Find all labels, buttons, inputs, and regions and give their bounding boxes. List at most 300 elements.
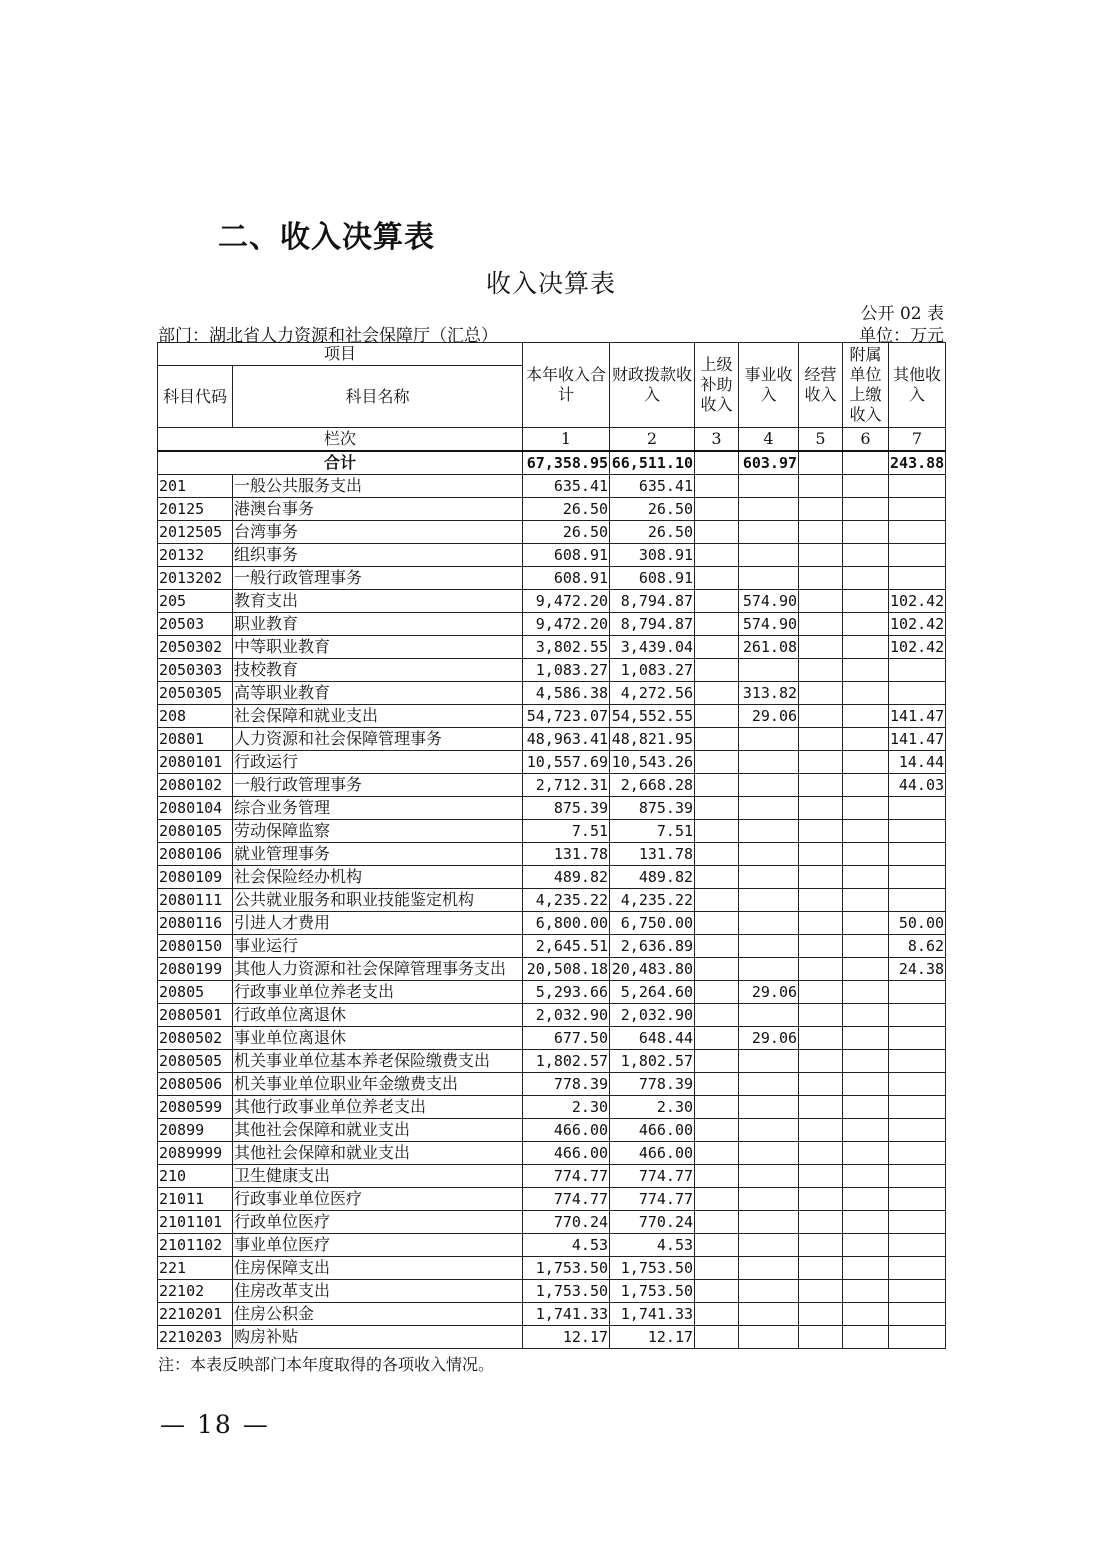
column-number: 1 xyxy=(523,428,610,452)
row-code: 2080506 xyxy=(158,1073,233,1096)
table-row xyxy=(158,1050,946,1073)
row-affiliated xyxy=(843,889,889,912)
row-other: 8.62 xyxy=(889,935,946,958)
row-affiliated xyxy=(843,981,889,1004)
row-affiliated xyxy=(843,705,889,728)
row-total: 489.82 xyxy=(523,866,610,889)
row-code: 2080106 xyxy=(158,843,233,866)
row-business: 29.06 xyxy=(739,981,799,1004)
row-superior xyxy=(695,820,739,843)
row-name: 行政事业单位医疗 xyxy=(233,1188,523,1211)
row-total: 875.39 xyxy=(523,797,610,820)
row-name: 一般公共服务支出 xyxy=(233,475,523,498)
table-row xyxy=(158,1096,946,1119)
row-code: 2080104 xyxy=(158,797,233,820)
row-affiliated xyxy=(843,728,889,751)
row-name: 其他社会保障和就业支出 xyxy=(233,1119,523,1142)
row-affiliated xyxy=(843,1073,889,1096)
row-fiscal: 774.77 xyxy=(610,1188,695,1211)
row-name: 职业教育 xyxy=(233,613,523,636)
row-name: 其他社会保障和就业支出 xyxy=(233,1142,523,1165)
row-affiliated xyxy=(843,567,889,590)
row-code: 2050303 xyxy=(158,659,233,682)
row-total: 4,586.38 xyxy=(523,682,610,705)
row-superior xyxy=(695,636,739,659)
row-name: 住房保障支出 xyxy=(233,1257,523,1280)
row-business xyxy=(739,728,799,751)
row-code: 2080116 xyxy=(158,912,233,935)
row-other xyxy=(889,1188,946,1211)
row-operating xyxy=(799,544,843,567)
row-business xyxy=(739,774,799,797)
row-code: 2210203 xyxy=(158,1326,233,1349)
row-code: 22102 xyxy=(158,1280,233,1303)
row-operating xyxy=(799,659,843,682)
row-total: 2,032.90 xyxy=(523,1004,610,1027)
row-code: 2012505 xyxy=(158,521,233,544)
row-business xyxy=(739,912,799,935)
row-affiliated xyxy=(843,682,889,705)
row-other xyxy=(889,521,946,544)
row-fiscal: 308.91 xyxy=(610,544,695,567)
row-name: 社会保障和就业支出 xyxy=(233,705,523,728)
row-other: 14.44 xyxy=(889,751,946,774)
row-code: 20805 xyxy=(158,981,233,1004)
row-superior xyxy=(695,912,739,935)
row-affiliated xyxy=(843,751,889,774)
row-operating xyxy=(799,1234,843,1257)
row-superior xyxy=(695,544,739,567)
row-affiliated xyxy=(843,820,889,843)
row-superior xyxy=(695,1211,739,1234)
row-name: 就业管理事务 xyxy=(233,843,523,866)
row-business: 261.08 xyxy=(739,636,799,659)
row-business xyxy=(739,1004,799,1027)
row-total: 6,800.00 xyxy=(523,912,610,935)
row-affiliated xyxy=(843,521,889,544)
row-other: 102.42 xyxy=(889,613,946,636)
row-affiliated xyxy=(843,1119,889,1142)
row-superior xyxy=(695,1234,739,1257)
table-row xyxy=(158,475,946,498)
row-fiscal: 10,543.26 xyxy=(610,751,695,774)
row-other: 44.03 xyxy=(889,774,946,797)
row-total: 26.50 xyxy=(523,521,610,544)
row-other: 141.47 xyxy=(889,705,946,728)
row-fiscal: 8,794.87 xyxy=(610,590,695,613)
row-total: 608.91 xyxy=(523,567,610,590)
row-business xyxy=(739,1165,799,1188)
column-number: 4 xyxy=(739,428,799,452)
table-row xyxy=(158,981,946,1004)
row-fiscal: 12.17 xyxy=(610,1326,695,1349)
column-number: 6 xyxy=(843,428,889,452)
column-number: 7 xyxy=(889,428,946,452)
row-affiliated xyxy=(843,1303,889,1326)
table-row xyxy=(158,567,946,590)
row-operating xyxy=(799,521,843,544)
row-total: 48,963.41 xyxy=(523,728,610,751)
section-title: 二、收入决算表 xyxy=(218,220,435,255)
row-business: 574.90 xyxy=(739,590,799,613)
row-code: 20503 xyxy=(158,613,233,636)
table-row xyxy=(158,728,946,751)
row-affiliated xyxy=(843,544,889,567)
row-superior xyxy=(695,1257,739,1280)
row-operating xyxy=(799,1119,843,1142)
row-name: 技校教育 xyxy=(233,659,523,682)
row-name: 社会保险经办机构 xyxy=(233,866,523,889)
row-name: 教育支出 xyxy=(233,590,523,613)
row-business xyxy=(739,1050,799,1073)
column-number: 3 xyxy=(695,428,739,452)
row-superior xyxy=(695,1119,739,1142)
table-row xyxy=(158,1027,946,1050)
table-row xyxy=(158,544,946,567)
row-operating xyxy=(799,866,843,889)
header-other: 其他收入 xyxy=(889,343,946,428)
row-name: 台湾事务 xyxy=(233,521,523,544)
row-business xyxy=(739,544,799,567)
row-operating xyxy=(799,889,843,912)
row-name: 综合业务管理 xyxy=(233,797,523,820)
row-superior xyxy=(695,1096,739,1119)
row-superior xyxy=(695,1303,739,1326)
table-row xyxy=(158,751,946,774)
row-superior xyxy=(695,1050,739,1073)
row-total: 1,741.33 xyxy=(523,1303,610,1326)
row-fiscal: 8,794.87 xyxy=(610,613,695,636)
row-business xyxy=(739,1096,799,1119)
table-row xyxy=(158,613,946,636)
total-cell xyxy=(695,451,739,475)
row-affiliated xyxy=(843,613,889,636)
row-total: 4.53 xyxy=(523,1234,610,1257)
row-superior xyxy=(695,521,739,544)
row-fiscal: 4,235.22 xyxy=(610,889,695,912)
row-fiscal: 2.30 xyxy=(610,1096,695,1119)
table-row xyxy=(158,820,946,843)
row-operating xyxy=(799,912,843,935)
row-superior xyxy=(695,1004,739,1027)
row-superior xyxy=(695,498,739,521)
row-other xyxy=(889,1096,946,1119)
row-total: 1,802.57 xyxy=(523,1050,610,1073)
row-business xyxy=(739,1280,799,1303)
row-operating xyxy=(799,728,843,751)
row-other xyxy=(889,475,946,498)
row-total: 7.51 xyxy=(523,820,610,843)
row-code: 2080505 xyxy=(158,1050,233,1073)
row-fiscal: 1,083.27 xyxy=(610,659,695,682)
row-other xyxy=(889,843,946,866)
table-row xyxy=(158,590,946,613)
row-affiliated xyxy=(843,1050,889,1073)
row-total: 9,472.20 xyxy=(523,590,610,613)
table-row xyxy=(158,912,946,935)
header-superior: 上级补助收入 xyxy=(695,343,739,428)
row-total: 466.00 xyxy=(523,1119,610,1142)
row-operating xyxy=(799,590,843,613)
row-name: 中等职业教育 xyxy=(233,636,523,659)
row-other: 24.38 xyxy=(889,958,946,981)
row-superior xyxy=(695,567,739,590)
row-code: 221 xyxy=(158,1257,233,1280)
table-row xyxy=(158,1326,946,1349)
row-code: 2080111 xyxy=(158,889,233,912)
row-fiscal: 466.00 xyxy=(610,1119,695,1142)
row-fiscal: 770.24 xyxy=(610,1211,695,1234)
row-total: 635.41 xyxy=(523,475,610,498)
row-code: 201 xyxy=(158,475,233,498)
row-fiscal: 774.77 xyxy=(610,1165,695,1188)
row-total: 774.77 xyxy=(523,1188,610,1211)
row-other xyxy=(889,659,946,682)
table-row xyxy=(158,1211,946,1234)
row-code: 2080105 xyxy=(158,820,233,843)
row-affiliated xyxy=(843,958,889,981)
row-operating xyxy=(799,1050,843,1073)
row-other xyxy=(889,1280,946,1303)
row-business xyxy=(739,1257,799,1280)
row-affiliated xyxy=(843,912,889,935)
row-other xyxy=(889,1326,946,1349)
row-fiscal: 1,753.50 xyxy=(610,1280,695,1303)
row-code: 2089999 xyxy=(158,1142,233,1165)
row-operating xyxy=(799,636,843,659)
row-fiscal: 6,750.00 xyxy=(610,912,695,935)
table-title: 收入决算表 xyxy=(485,269,616,298)
row-total: 1,083.27 xyxy=(523,659,610,682)
row-other xyxy=(889,797,946,820)
header-item: 项目 xyxy=(158,343,523,366)
row-other xyxy=(889,682,946,705)
row-other xyxy=(889,1050,946,1073)
row-operating xyxy=(799,1211,843,1234)
row-code: 2013202 xyxy=(158,567,233,590)
row-fiscal: 2,668.28 xyxy=(610,774,695,797)
row-operating xyxy=(799,613,843,636)
row-code: 2210201 xyxy=(158,1303,233,1326)
row-superior xyxy=(695,774,739,797)
row-name: 港澳台事务 xyxy=(233,498,523,521)
column-number-row xyxy=(158,428,946,452)
row-affiliated xyxy=(843,1188,889,1211)
row-code: 2101101 xyxy=(158,1211,233,1234)
row-superior xyxy=(695,843,739,866)
column-number: 2 xyxy=(610,428,695,452)
row-superior xyxy=(695,889,739,912)
total-cell: 243.88 xyxy=(889,451,946,475)
row-name: 卫生健康支出 xyxy=(233,1165,523,1188)
row-superior xyxy=(695,1165,739,1188)
row-code: 2080199 xyxy=(158,958,233,981)
row-operating xyxy=(799,475,843,498)
row-fiscal: 48,821.95 xyxy=(610,728,695,751)
row-operating xyxy=(799,774,843,797)
row-total: 778.39 xyxy=(523,1073,610,1096)
row-operating xyxy=(799,498,843,521)
row-affiliated xyxy=(843,1027,889,1050)
row-code: 2080150 xyxy=(158,935,233,958)
row-fiscal: 648.44 xyxy=(610,1027,695,1050)
row-name: 组织事务 xyxy=(233,544,523,567)
row-other: 102.42 xyxy=(889,636,946,659)
row-fiscal: 466.00 xyxy=(610,1142,695,1165)
row-business xyxy=(739,1303,799,1326)
row-fiscal: 3,439.04 xyxy=(610,636,695,659)
row-name: 行政单位离退休 xyxy=(233,1004,523,1027)
row-business xyxy=(739,1234,799,1257)
row-name: 机关事业单位基本养老保险缴费支出 xyxy=(233,1050,523,1073)
row-name: 行政单位医疗 xyxy=(233,1211,523,1234)
row-superior xyxy=(695,1027,739,1050)
row-operating xyxy=(799,958,843,981)
row-affiliated xyxy=(843,843,889,866)
row-other xyxy=(889,1257,946,1280)
row-code: 2080109 xyxy=(158,866,233,889)
row-operating xyxy=(799,1027,843,1050)
row-name: 其他行政事业单位养老支出 xyxy=(233,1096,523,1119)
row-superior xyxy=(695,935,739,958)
department-label: 部门：湖北省人力资源和社会保障厅（汇总） xyxy=(158,326,498,346)
row-superior xyxy=(695,981,739,1004)
row-total: 10,557.69 xyxy=(523,751,610,774)
row-name: 机关事业单位职业年金缴费支出 xyxy=(233,1073,523,1096)
row-total: 2.30 xyxy=(523,1096,610,1119)
row-name: 一般行政管理事务 xyxy=(233,774,523,797)
row-name: 引进人才费用 xyxy=(233,912,523,935)
table-row xyxy=(158,1188,946,1211)
table-row xyxy=(158,866,946,889)
row-name: 事业单位医疗 xyxy=(233,1234,523,1257)
table-row xyxy=(158,1004,946,1027)
row-operating xyxy=(799,1280,843,1303)
row-other: 50.00 xyxy=(889,912,946,935)
row-business xyxy=(739,958,799,981)
row-total: 20,508.18 xyxy=(523,958,610,981)
row-total: 2,712.31 xyxy=(523,774,610,797)
row-affiliated xyxy=(843,590,889,613)
total-label: 合计 xyxy=(158,451,523,475)
row-fiscal: 26.50 xyxy=(610,521,695,544)
row-operating xyxy=(799,1188,843,1211)
row-fiscal: 1,802.57 xyxy=(610,1050,695,1073)
row-superior xyxy=(695,682,739,705)
row-operating xyxy=(799,751,843,774)
row-other xyxy=(889,866,946,889)
row-code: 20801 xyxy=(158,728,233,751)
row-affiliated xyxy=(843,1211,889,1234)
table-row xyxy=(158,636,946,659)
row-operating xyxy=(799,820,843,843)
header-fiscal: 财政拨款收入 xyxy=(610,343,695,428)
row-business: 29.06 xyxy=(739,1027,799,1050)
table-row xyxy=(158,1142,946,1165)
row-superior xyxy=(695,705,739,728)
row-total: 9,472.20 xyxy=(523,613,610,636)
total-cell: 66,511.10 xyxy=(610,451,695,475)
table-row xyxy=(158,843,946,866)
row-other xyxy=(889,820,946,843)
row-name: 事业单位离退休 xyxy=(233,1027,523,1050)
row-operating xyxy=(799,1326,843,1349)
row-affiliated xyxy=(843,1280,889,1303)
row-other xyxy=(889,498,946,521)
row-total: 774.77 xyxy=(523,1165,610,1188)
row-total: 1,753.50 xyxy=(523,1280,610,1303)
row-other xyxy=(889,567,946,590)
table-note: 注：本表反映部门本年度取得的各项收入情况。 xyxy=(158,1355,495,1374)
row-business: 313.82 xyxy=(739,682,799,705)
table-row xyxy=(158,797,946,820)
row-business: 29.06 xyxy=(739,705,799,728)
row-other xyxy=(889,544,946,567)
row-code: 20899 xyxy=(158,1119,233,1142)
header-total: 本年收入合计 xyxy=(523,343,610,428)
row-other xyxy=(889,1004,946,1027)
row-name: 高等职业教育 xyxy=(233,682,523,705)
row-affiliated xyxy=(843,1096,889,1119)
row-superior xyxy=(695,728,739,751)
table-row xyxy=(158,935,946,958)
row-name: 行政运行 xyxy=(233,751,523,774)
income-table xyxy=(157,342,946,1349)
row-fiscal: 4,272.56 xyxy=(610,682,695,705)
row-business xyxy=(739,498,799,521)
row-code: 2050302 xyxy=(158,636,233,659)
row-operating xyxy=(799,682,843,705)
row-total: 26.50 xyxy=(523,498,610,521)
table-row xyxy=(158,1303,946,1326)
header-business: 事业收入 xyxy=(739,343,799,428)
row-business xyxy=(739,659,799,682)
row-fiscal: 54,552.55 xyxy=(610,705,695,728)
row-business xyxy=(739,1073,799,1096)
row-superior xyxy=(695,866,739,889)
table-row xyxy=(158,1165,946,1188)
table-row xyxy=(158,705,946,728)
row-business xyxy=(739,1142,799,1165)
column-number-label: 栏次 xyxy=(158,428,523,452)
row-total: 3,802.55 xyxy=(523,636,610,659)
table-row xyxy=(158,958,946,981)
row-other xyxy=(889,1119,946,1142)
row-affiliated xyxy=(843,1004,889,1027)
row-fiscal: 2,636.89 xyxy=(610,935,695,958)
row-code: 2080102 xyxy=(158,774,233,797)
row-superior xyxy=(695,1326,739,1349)
table-row xyxy=(158,1280,946,1303)
row-code: 20125 xyxy=(158,498,233,521)
row-superior xyxy=(695,797,739,820)
row-business xyxy=(739,797,799,820)
table-row xyxy=(158,774,946,797)
row-operating xyxy=(799,1165,843,1188)
row-code: 2080599 xyxy=(158,1096,233,1119)
header-affiliated: 附属单位上缴收入 xyxy=(843,343,889,428)
row-total: 131.78 xyxy=(523,843,610,866)
row-code: 2050305 xyxy=(158,682,233,705)
row-fiscal: 26.50 xyxy=(610,498,695,521)
header-name: 科目名称 xyxy=(233,366,523,428)
row-name: 事业运行 xyxy=(233,935,523,958)
page-number: — 18 — xyxy=(160,1410,270,1439)
row-business xyxy=(739,475,799,498)
row-business xyxy=(739,1211,799,1234)
row-operating xyxy=(799,843,843,866)
row-total: 2,645.51 xyxy=(523,935,610,958)
